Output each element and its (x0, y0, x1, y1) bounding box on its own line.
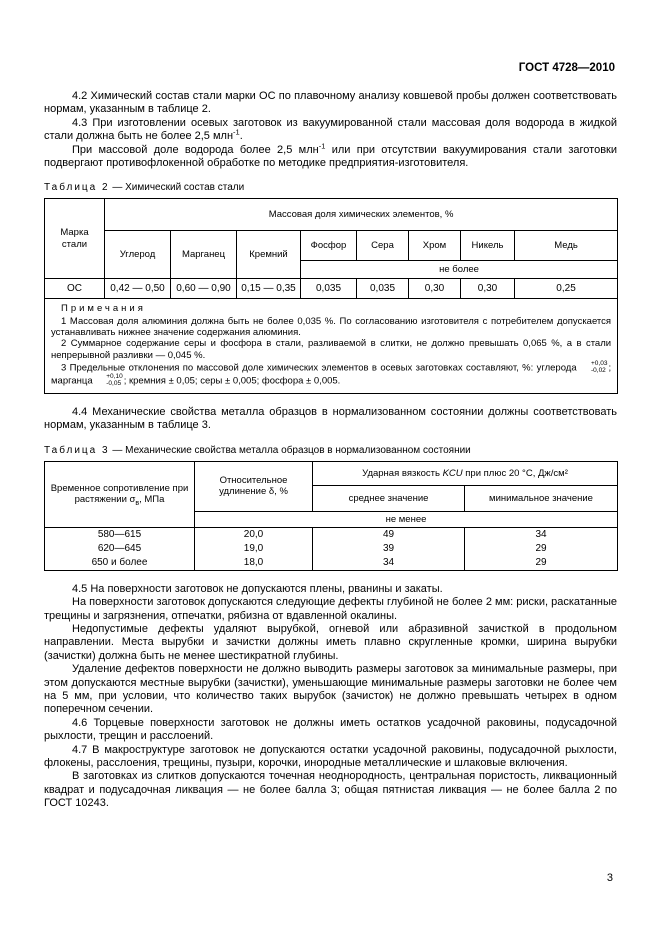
table3-not-less-label: не менее (195, 511, 618, 527)
tensile-strength-text: Временное сопротивление при растяжении σ (50, 482, 189, 506)
table2-notes-row (45, 299, 618, 394)
table2-header-sulfur: Сера (357, 231, 409, 261)
table2-header-carbon: Углерод (105, 231, 171, 279)
note-3-mid: ; марганца (51, 362, 612, 387)
impact-toughness-unit: при плюс 20 °С, Дж/см² (462, 467, 568, 479)
table2-header-mass-fraction: Массовая доля химических элементов, % (105, 199, 618, 231)
table2-header-chromium: Хром (409, 231, 461, 261)
table2-header-row-1 (45, 199, 618, 231)
table2-data-row (45, 279, 618, 299)
carbon-tolerance-upper: +0,03 (590, 359, 608, 367)
manganese-tolerance (96, 374, 122, 388)
kcu-symbol: KCU (442, 467, 463, 479)
manganese-tolerance-upper: +0,10 (106, 373, 123, 381)
paragraph-4-7: 4.7 В макроструктуре заготовок не допускаются остатки усадочной раковины, подусадочной рыхлости, флокены, расслоения, трещины, пузыри, корочки, инородные металлические и шлаковые включения. (44, 743, 617, 770)
table3-header-minimum: минимальное значение (465, 485, 618, 511)
table2-header-phosphorus: Фосфор (301, 231, 357, 261)
carbon-tolerance-lower: -0,02 (590, 366, 606, 374)
table3-cell-sigma: 580—615 (45, 527, 195, 542)
paragraph-4-5-removal: Недопустимые дефекты удаляют вырубкой, огневой или абразивной зачисткой в продольном направлении. Места вырубки и зачистки должны иметь плавно скругленные кромки, ширина вырубки (зачистки) должна быть не менее шестикратной глубины. (44, 622, 617, 662)
table3-cell-minimum: 29 (465, 542, 618, 556)
table2-caption-title: — Химический состав стали (112, 182, 245, 194)
paragraph-4-3b-end: или при отсутствии вакуумирования стали заготовки подвергают противофлокенной обработке по методике предприятия-изготовителя. (44, 143, 617, 170)
impact-toughness-text: Ударная вязкость (362, 467, 443, 479)
table2-cell-grade: ОС (45, 279, 105, 299)
page-content (44, 90, 617, 811)
table3-header-elongation: Относительное удлинение δ, % (195, 461, 313, 511)
table3-data-row-2 (45, 542, 618, 556)
table2-header-nickel: Никель (461, 231, 515, 261)
table2-cell-manganese: 0,60 — 0,90 (171, 279, 237, 299)
paragraph-4-6: 4.6 Торцевые поверхности заготовок не должны иметь остатков усадочной раковины, подусадочной рыхлости, трещин и расслоений. (44, 716, 617, 743)
paragraph-4-2: 4.2 Химический состав стали марки ОС по плавочному анализу ковшевой пробы должен соответствовать нормам, указанным в таблице 2. (44, 90, 617, 116)
note-2: 2 Суммарное содержание серы и фосфора в стали, разливаемой в слитки, не должно превышать 0,065 %, а в стали непрерывной разливки — 0,045 %. (51, 338, 612, 361)
table3-caption (44, 445, 617, 456)
superscript-minus-one: -1 (233, 127, 240, 137)
carbon-tolerance (581, 361, 607, 375)
manganese-tolerance-lower: -0,05 (106, 380, 122, 388)
paragraph-4-4: 4.4 Механические свойства металла образцов в нормализованном состоянии должны соответствовать нормам, указанным в таблице 3. (44, 405, 617, 432)
notes-title: Примечания (61, 303, 146, 315)
paragraph-4-3b-text: При массовой доле водорода более 2,5 млн (72, 143, 319, 156)
note-1: 1 Массовая доля алюминия должна быть не более 0,035 %. По согласованию изготовителя с потребителем допускается устанавливать нижнее значение содержания алюминия. (51, 315, 612, 339)
table2-caption (44, 182, 617, 193)
table3-header-average: среднее значение (313, 485, 465, 511)
table3-caption-label: Таблица 3 (44, 444, 110, 456)
page-number: 3 (606, 872, 613, 884)
table2-cell-chromium: 0,30 (409, 279, 461, 299)
table3-cell-average: 49 (313, 527, 465, 542)
paragraph-4-3-continued (44, 140, 617, 171)
table3-cell-minimum: 29 (465, 556, 618, 571)
table3-cell-minimum: 34 (465, 527, 618, 542)
paragraph-4-5-defects: На поверхности заготовок допускаются следующие дефекты глубиной не более 2 мм: риски, раскатанные трещины и загрязнения, отпечатки, рябизна от вдавленной окалины. (44, 596, 617, 622)
paragraph-4-3-end: . (239, 130, 243, 143)
table3-cell-average: 34 (313, 556, 465, 571)
table3-cell-delta: 18,0 (195, 556, 313, 571)
note-3 (51, 361, 611, 388)
tensile-strength-unit: , МПа (139, 494, 165, 506)
table2-cell-phosphorus: 0,035 (301, 279, 357, 299)
table3-cell-delta: 19,0 (195, 542, 313, 556)
table2-cell-nickel: 0,30 (461, 279, 515, 299)
table2-cell-copper: 0,25 (515, 279, 618, 299)
table2-header-steel-grade: Марка стали (45, 199, 105, 279)
table3-mechanical-properties (44, 461, 618, 571)
note-3-text: 3 Предельные отклонения по массовой доле химических элементов в осевых заготовках составляют, %: углерода (61, 362, 577, 374)
table3-cell-sigma: 650 и более (45, 556, 195, 571)
table2-cell-sulfur: 0,035 (357, 279, 409, 299)
sigma-subscript: в (135, 500, 140, 508)
table3-cell-sigma: 620—645 (45, 542, 195, 556)
table3-header-impact-toughness (313, 461, 618, 485)
table2-header-manganese: Марганец (171, 231, 237, 279)
table2-cell-silicon: 0,15 — 0,35 (237, 279, 301, 299)
table3-cell-average: 39 (313, 542, 465, 556)
table3-cell-delta: 20,0 (195, 527, 313, 542)
note-3-end: ; кремния ± 0,05; серы ± 0,005; фосфора ± 0,005. (123, 375, 341, 387)
table3-header-tensile-strength (45, 461, 195, 527)
table2-notes (45, 299, 618, 394)
table2-cell-carbon: 0,42 — 0,50 (105, 279, 171, 299)
table2-header-row-2 (45, 231, 618, 261)
paragraph-4-5-limits: Удаление дефектов поверхности не должно выводить размеры заготовок за минимальные размеры, при этом допускаются местные вырубки (зачистки), уменьшающие минимальные размеры заготовки не более чем на 5 мм, при условии, что количество таких вырубок (зачисток) не должно превышать четырех в одном поперечном сечении. (44, 663, 617, 716)
table2-caption-label: Таблица 2 (44, 182, 110, 194)
table3-caption-title: — Механические свойства металла образцов в нормализованном состоянии (112, 444, 471, 456)
table3-header-row-1 (45, 461, 618, 485)
table2-chemical-composition (44, 198, 618, 394)
superscript-minus-one: -1 (318, 140, 326, 150)
table2-not-more-label: не более (301, 261, 618, 279)
table2-header-copper: Медь (515, 231, 618, 261)
table3-data-row-3 (45, 556, 618, 571)
doc-number-header: ГОСТ 4728—2010 (518, 62, 615, 74)
paragraph-4-3 (44, 117, 617, 144)
paragraph-4-5: 4.5 На поверхности заготовок не допускаются плены, рванины и закаты. (72, 582, 443, 595)
table3-data-row-1 (45, 527, 618, 542)
paragraph-4-7-continued: В заготовках из слитков допускаются точечная неоднородность, центральная пористость, ликвационный квадрат и подусадочная ликвация — не более балла 3; общая пятнистая ликвация — не более балла 2 по ГОСТ 10243. (44, 770, 617, 810)
paragraph-4-3-text: 4.3 При изготовлении осевых заготовок из вакуумированной стали массовая доля водорода в жидкой стали должна быть не более 2,5 млн (44, 116, 617, 143)
table2-header-silicon: Кремний (237, 231, 301, 279)
